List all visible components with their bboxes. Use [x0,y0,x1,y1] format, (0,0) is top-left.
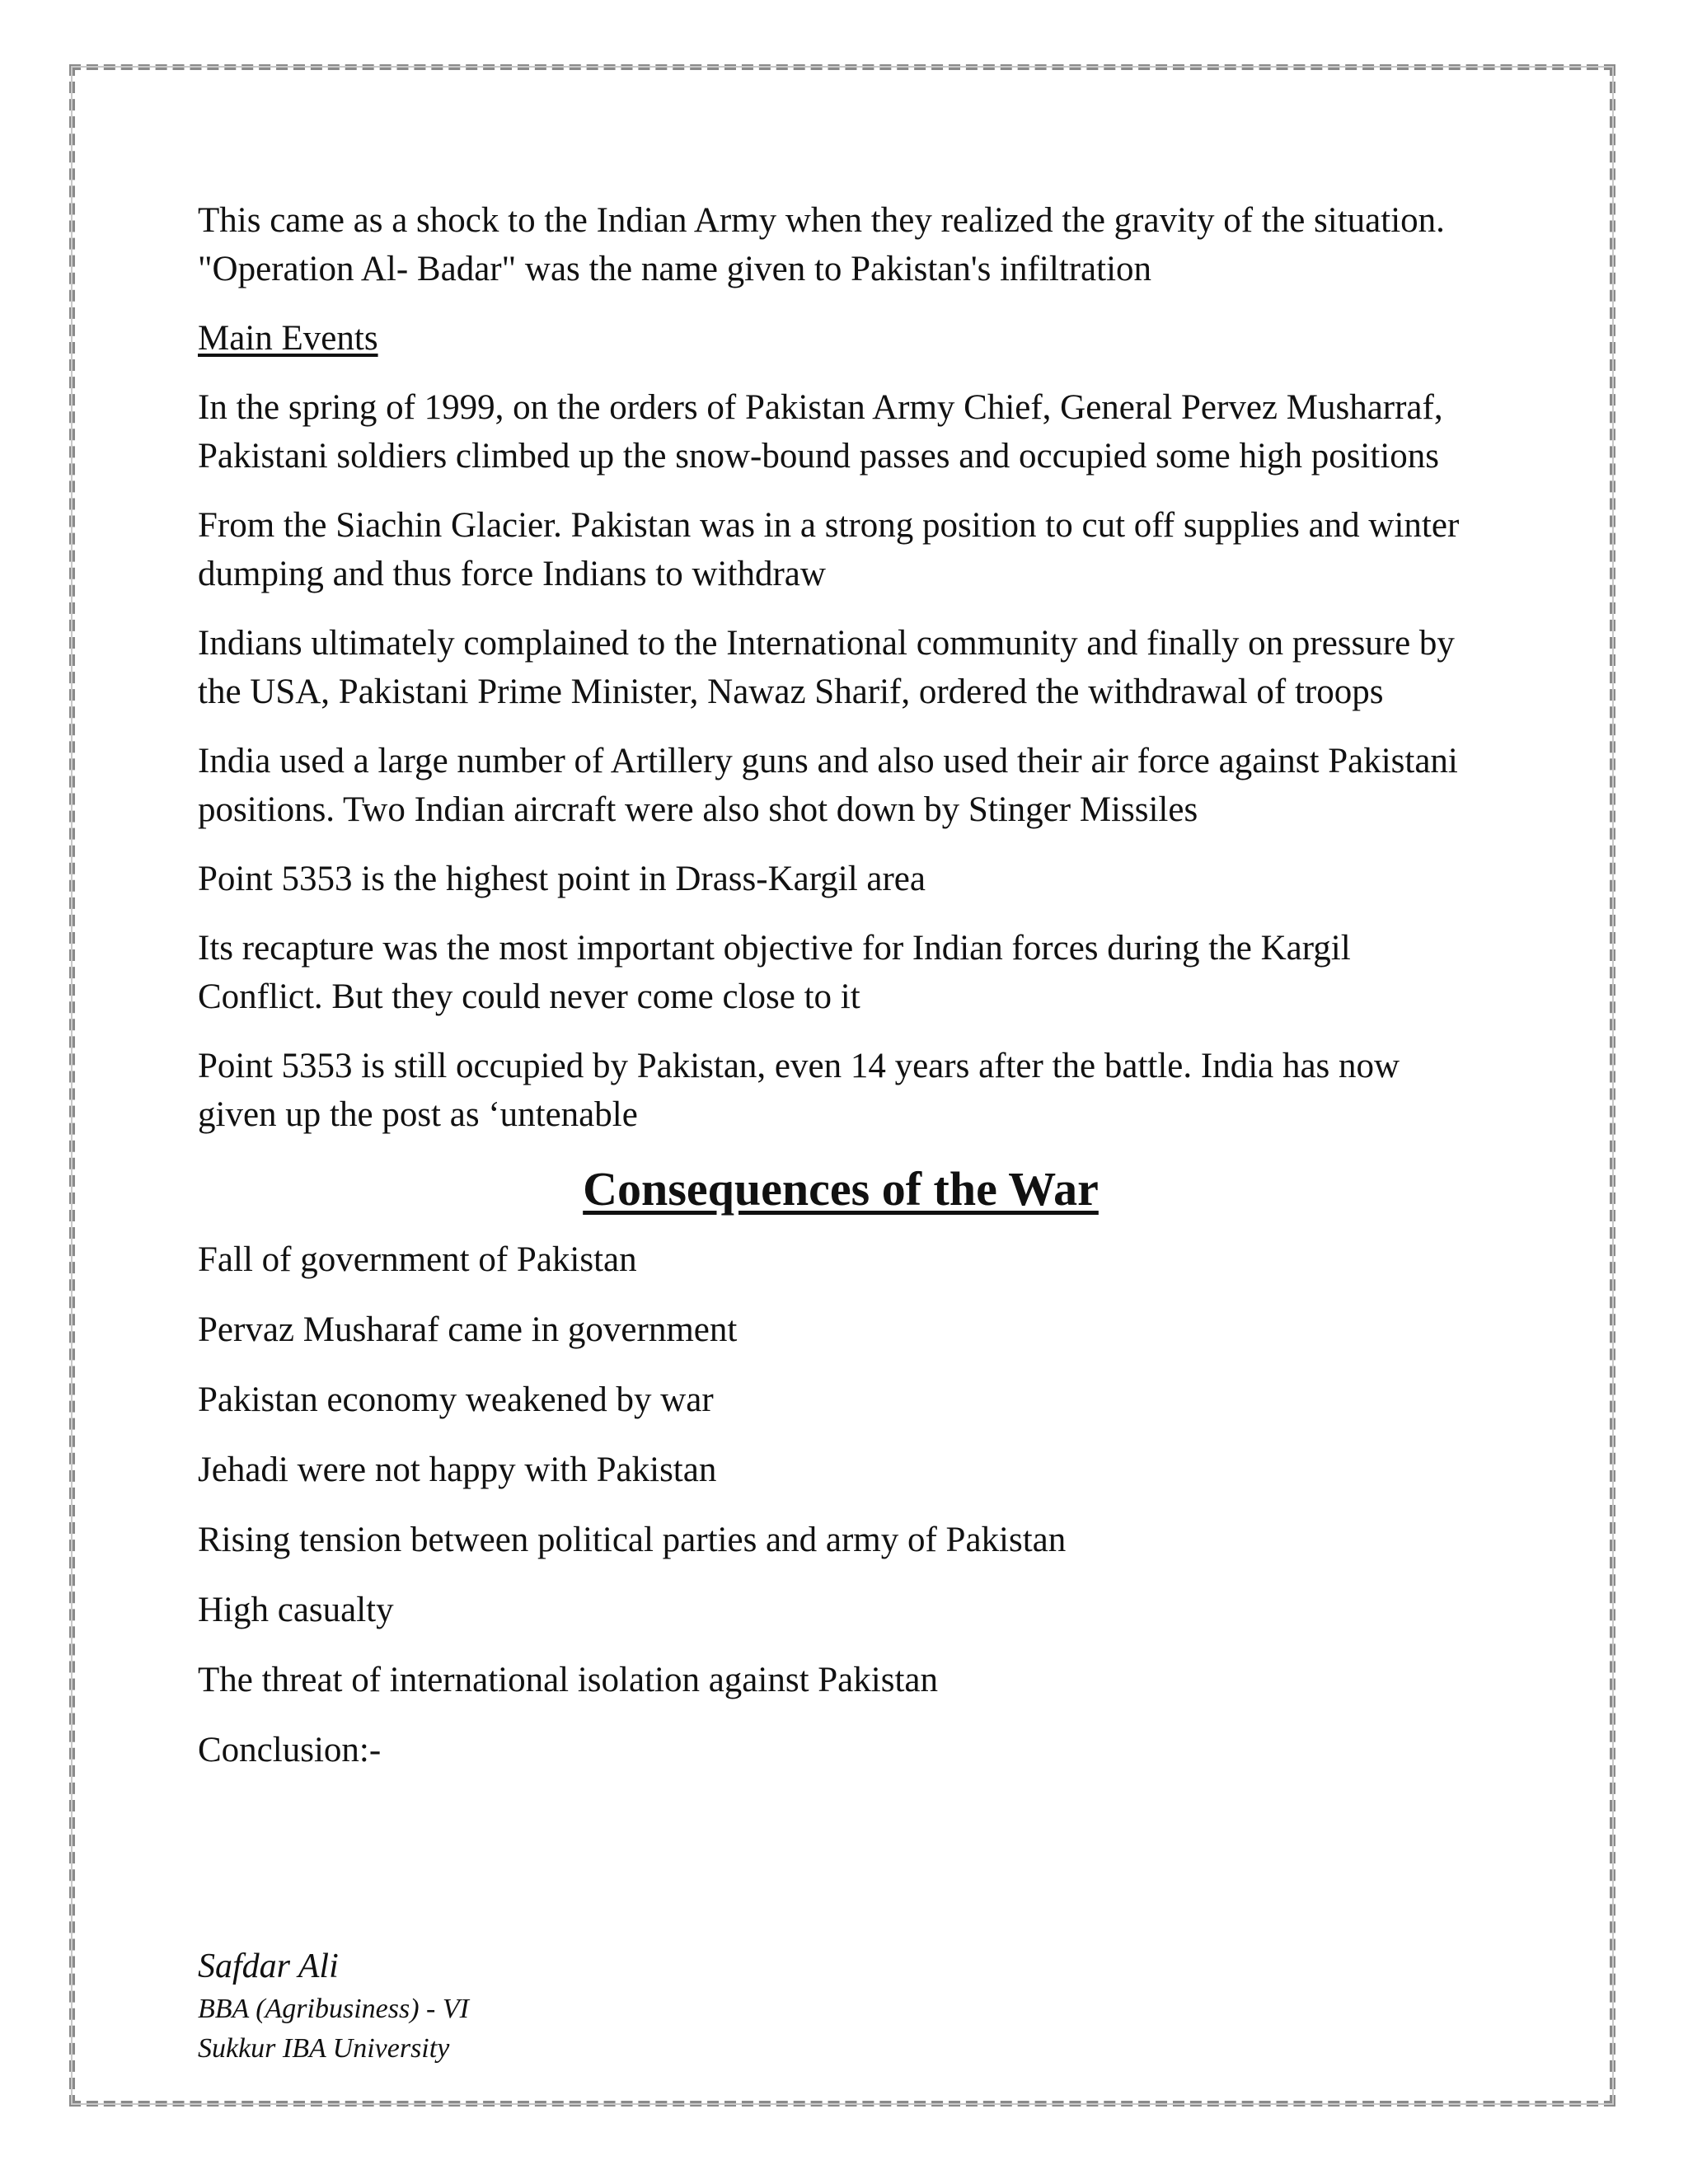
conclusion-label: Conclusion:- [198,1731,382,1769]
consequence-item: High casualty [198,1591,394,1629]
main-event-paragraph: Its recapture was the most important objective for Indian forces during the Kargil Conflict. But they could never come close to it [198,929,1351,1016]
intro-paragraph: This came as a shock to the Indian Army when they realized the gravity of the situation. "Operation Al- Badar" was the name given to Pakistan's infiltration [198,201,1445,288]
main-event-paragraph: Point 5353 is the highest point in Drass-Kargil area [198,860,926,898]
consequence-item: The threat of international isolation against Pakistan [198,1661,938,1699]
main-event-paragraph: From the Siachin Glacier. Pakistan was in a strong position to cut off supplies and winter dumping and thus force Indians to withdraw [198,506,1460,593]
consequence-item: Pervaz Musharaf came in government [198,1310,738,1349]
author-name: Safdar Ali [198,1947,339,1985]
consequence-item: Rising tension between political parties and army of Pakistan [198,1521,1067,1559]
consequence-item: Jehadi were not happy with Pakistan [198,1451,717,1489]
main-event-paragraph: India used a large number of Artillery guns and also used their air force against Pakistani positions. Two Indian aircraft were also shot down by Stinger Missiles [198,742,1458,829]
consequence-item: Fall of government of Pakistan [198,1240,637,1279]
consequence-item: Pakistan economy weakened by war [198,1380,714,1419]
main-event-paragraph: In the spring of 1999, on the orders of Pakistan Army Chief, General Pervez Musharraf, Pakistani soldiers climbed up the snow-bound passes and occupied some high positions [198,388,1443,476]
author-program: BBA (Agribusiness) - VI [198,1994,469,2024]
main-event-paragraph: Indians ultimately complained to the International community and finally on pressure by the USA, Pakistani Prime Minister, Nawaz Sharif, ordered the withdrawal of troops [198,624,1455,711]
author-university: Sukkur IBA University [198,2033,450,2064]
document-body [198,196,1484,1796]
main-event-paragraph: Point 5353 is still occupied by Pakistan, even 14 years after the battle. India has now given up the post as ‘untenable [198,1047,1400,1134]
author-signature [198,1943,469,2069]
main-events-heading: Main Events [198,319,378,358]
consequences-heading: Consequences of the War [583,1162,1099,1216]
